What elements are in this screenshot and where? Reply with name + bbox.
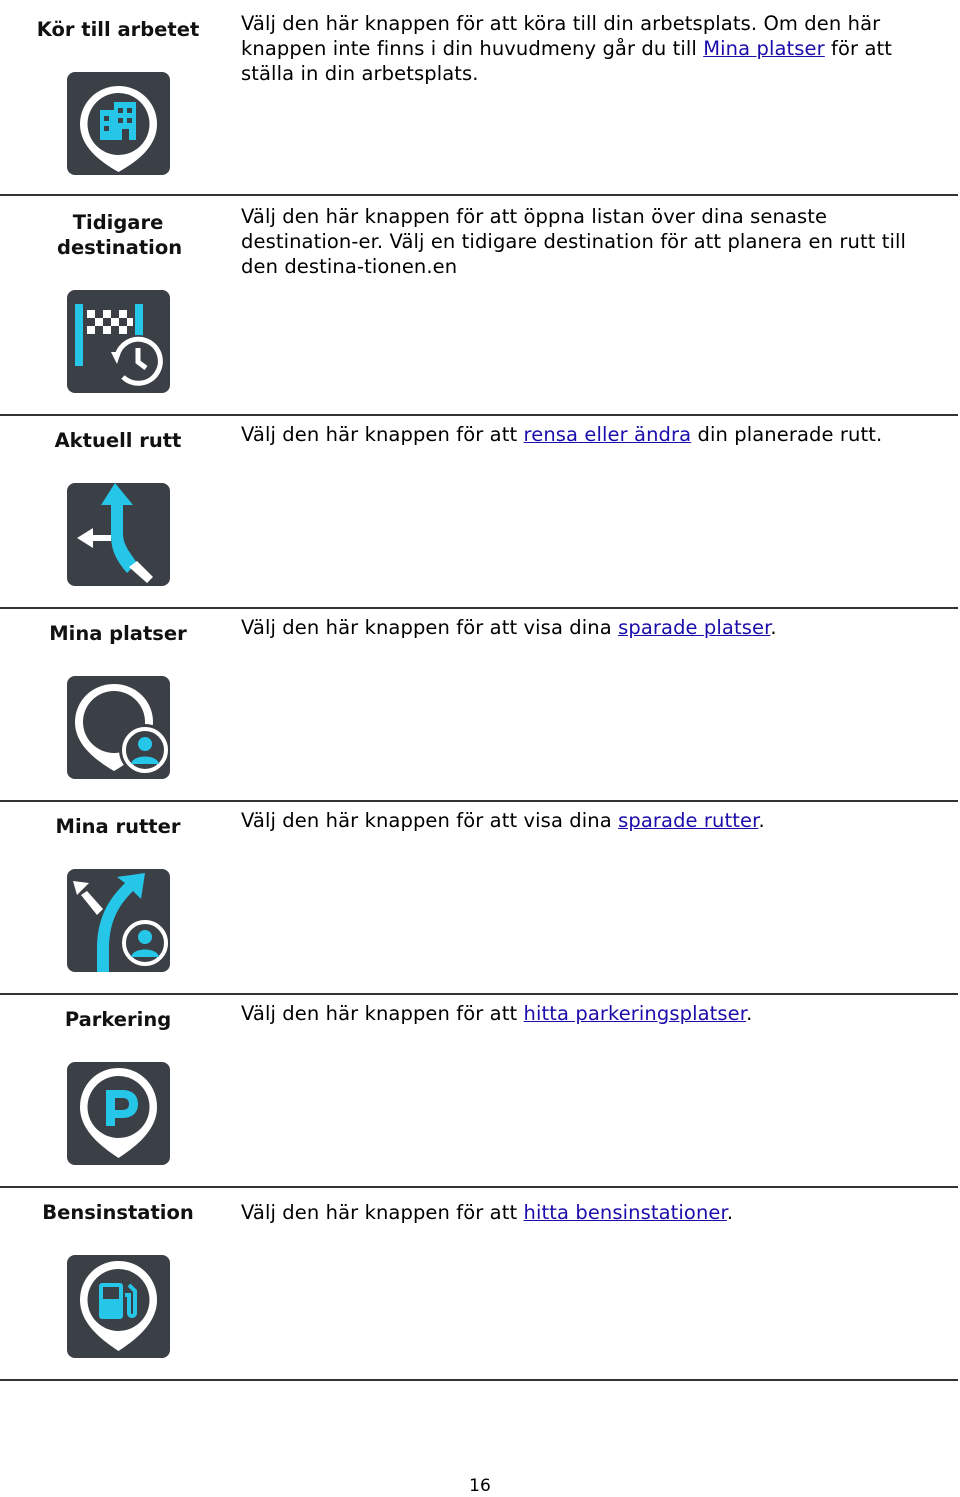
row-title: Aktuell rutt — [54, 429, 182, 452]
row-description — [241, 1001, 946, 1026]
description-text: Välj den här knappen för att visa dina — [241, 616, 619, 639]
description-text: Välj den här knappen för att — [241, 423, 524, 446]
description-text: din planerade rutt. — [691, 423, 883, 446]
link-sparade-rutter[interactable]: sparade rutter — [618, 809, 759, 832]
description-text: för att ställa in din arbetsplats. — [241, 37, 892, 85]
row-title: Tidigare destination — [57, 211, 183, 259]
current-route-icon[interactable] — [67, 483, 170, 586]
description-text: Välj den här knappen för att köra till din arbetsplats. Om den här knappen inte finns i din huvudmeny går du till — [241, 12, 881, 60]
link-sparade-platser[interactable]: sparade platser — [618, 616, 771, 639]
row-description — [241, 422, 946, 447]
gas-station-pin-icon[interactable] — [67, 1255, 170, 1358]
description-text: . — [746, 1002, 753, 1025]
description-text: Välj den här knappen för att visa dina — [241, 809, 619, 832]
row-title: Mina platser — [49, 622, 187, 645]
description-text: . — [726, 1201, 734, 1224]
description-text: Välj den här knappen för att — [241, 1201, 524, 1224]
my-places-pin-icon[interactable] — [67, 676, 170, 779]
table-row — [0, 1188, 958, 1381]
row-description — [241, 11, 946, 86]
page-number: 16 — [469, 1476, 491, 1496]
description-text: . — [758, 809, 765, 832]
table-row — [0, 609, 958, 802]
description-text: Välj den här knappen för att — [241, 1002, 524, 1025]
work-building-pin-icon[interactable] — [67, 72, 170, 175]
table-row — [0, 995, 958, 1188]
row-title: Bensinstation — [42, 1201, 194, 1224]
row-title: Mina rutter — [55, 815, 181, 838]
link-rensa-eller-andra[interactable]: rensa eller ändra — [523, 423, 692, 446]
link-mina-platser[interactable]: Mina platser — [703, 37, 825, 60]
parking-pin-icon[interactable] — [67, 1062, 170, 1165]
description-text: . — [770, 616, 777, 639]
link-hitta-bensinstationer[interactable]: hitta bensinstationer — [523, 1201, 727, 1224]
row-title: Parkering — [64, 1008, 172, 1031]
row-description — [241, 204, 946, 279]
row-description — [241, 615, 946, 640]
table-row — [0, 0, 958, 196]
link-hitta-parkeringsplatser[interactable]: hitta parkeringsplatser — [523, 1002, 747, 1025]
my-routes-icon[interactable] — [67, 869, 170, 972]
row-description — [241, 1200, 946, 1225]
table-row — [0, 196, 958, 416]
recent-destination-flag-icon[interactable] — [67, 290, 170, 393]
row-title: Kör till arbetet — [36, 18, 200, 41]
row-description — [241, 808, 946, 833]
description-text: Välj den här knappen för att öppna listan över dina senaste destination-er. Välj en tidigare destination för att planera en rutt till den destina-tionen.en — [241, 205, 907, 278]
table-row — [0, 416, 958, 609]
table-row — [0, 802, 958, 995]
